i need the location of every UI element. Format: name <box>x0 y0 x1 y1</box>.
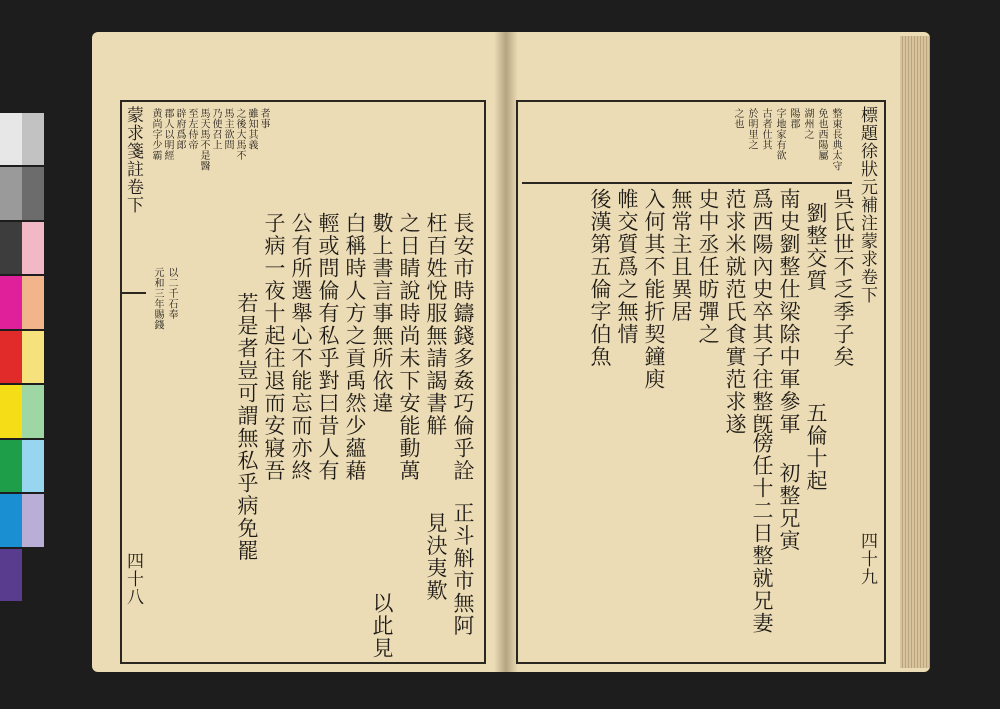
right-head-note: 整東長典太守 <box>830 108 841 171</box>
color-swatch <box>22 276 44 328</box>
left-margin-title: 蒙求箋註卷下 <box>123 106 143 214</box>
color-swatch <box>0 222 22 274</box>
left-text-column: 白稱時人方之貢禹然少蘊藉 <box>343 212 367 482</box>
right-margin-title: 標題徐狀元補注蒙求卷下 <box>857 106 877 304</box>
right-head-note: 字地家有欲 <box>774 108 785 161</box>
left-text-column: 正斗斛市無阿 <box>451 502 475 637</box>
right-head-note: 於明里之 <box>746 108 757 150</box>
right-text-column: 呉氏世不乏季子矣 <box>831 188 855 368</box>
left-head-note: 元和三年賜錢 <box>152 267 163 330</box>
left-head-note: 至左侍帝 <box>186 108 197 150</box>
right-head-note: 陽郡 <box>788 108 799 129</box>
right-text-column: 劉整交質 <box>804 202 828 292</box>
right-text-column: 史中丞任昉彈之 <box>696 188 720 346</box>
left-head-note: 雖知其義 <box>246 108 257 150</box>
left-head-note: 辟府爲郎 <box>174 108 185 150</box>
right-head-rule <box>522 182 852 184</box>
right-page-frame <box>516 100 886 664</box>
book-gutter <box>494 32 518 672</box>
color-swatch <box>22 113 44 165</box>
left-folio: 四十八 <box>123 552 143 606</box>
left-head-note: 乃使召上 <box>210 108 221 150</box>
color-swatch <box>0 331 22 383</box>
left-head-note: 馬天馬不是醫 <box>198 108 209 171</box>
color-swatch <box>22 494 44 546</box>
right-head-note: 之也 <box>732 108 743 129</box>
left-text-column: 數上書言事無所依違 <box>370 212 394 415</box>
left-text-column: 以此見 <box>370 592 394 660</box>
right-text-column: 帷交質爲之無情 <box>615 188 639 346</box>
right-text-column: 入何其不能折契鐘庾 <box>642 188 666 391</box>
color-swatch <box>0 494 22 546</box>
left-head-note: 黄尚字少霸 <box>150 108 161 161</box>
left-text-column: 枉百姓悅服無請謁書觧 <box>424 212 448 437</box>
color-calibration-strip <box>0 113 44 603</box>
color-swatch <box>22 385 44 437</box>
left-head-note: 者事 <box>258 108 269 129</box>
left-head-note: 之後大馬不 <box>234 108 245 161</box>
right-text-column: 南史劉整仕梁除中軍參軍 <box>777 188 801 436</box>
left-text-column: 公有所選舉心不能忘而亦終 <box>289 212 313 482</box>
right-folio: 四十九 <box>857 532 877 586</box>
color-swatch <box>22 167 44 219</box>
right-head-note: 免也西陽屬 <box>816 108 827 161</box>
left-text-column: 見決夷歎 <box>424 512 448 602</box>
left-text-column: 輕或問倫有私乎對曰昔人有 <box>316 212 340 482</box>
color-swatch <box>0 385 22 437</box>
color-swatch <box>22 440 44 492</box>
right-text-column: 五倫十起 <box>804 402 828 492</box>
color-swatch <box>22 222 44 274</box>
color-swatch <box>0 440 22 492</box>
left-text-column: 之日睛說時尚未下安能動萬 <box>397 212 421 482</box>
color-swatch <box>22 331 44 383</box>
right-text-column: 范求米就范氏食實范求遂 <box>723 188 747 436</box>
left-text-column: 子病一夜十起往退而安寢吾 <box>262 212 286 482</box>
color-swatch <box>0 113 22 165</box>
right-head-note: 湖州之 <box>802 108 813 140</box>
left-text-column: 長安市時鑄錢多姦巧倫乎詮 <box>451 212 475 482</box>
left-head-rule <box>120 292 146 294</box>
left-head-note: 郡人以明經 <box>162 108 173 161</box>
left-head-note: 以二千石奉 <box>166 267 177 320</box>
right-text-column: 爲西陽內史卒其子往整旣 <box>750 188 774 436</box>
right-text-column: 後漢第五倫字伯魚 <box>588 188 612 368</box>
color-swatch <box>0 549 22 601</box>
color-swatch <box>0 276 22 328</box>
right-text-column: 傍任十二日整就兄妻 <box>750 432 774 635</box>
left-head-note: 馬主欲問 <box>222 108 233 150</box>
left-text-column: 若是者豈可謂無私乎病免罷 <box>235 292 259 562</box>
right-text-column: 無常主且異居 <box>669 188 693 323</box>
open-book <box>92 32 930 672</box>
page-edges <box>900 36 930 668</box>
color-swatch <box>0 167 22 219</box>
right-text-column: 初整兄寅 <box>777 462 801 552</box>
right-head-note: 古者仕其 <box>760 108 771 150</box>
